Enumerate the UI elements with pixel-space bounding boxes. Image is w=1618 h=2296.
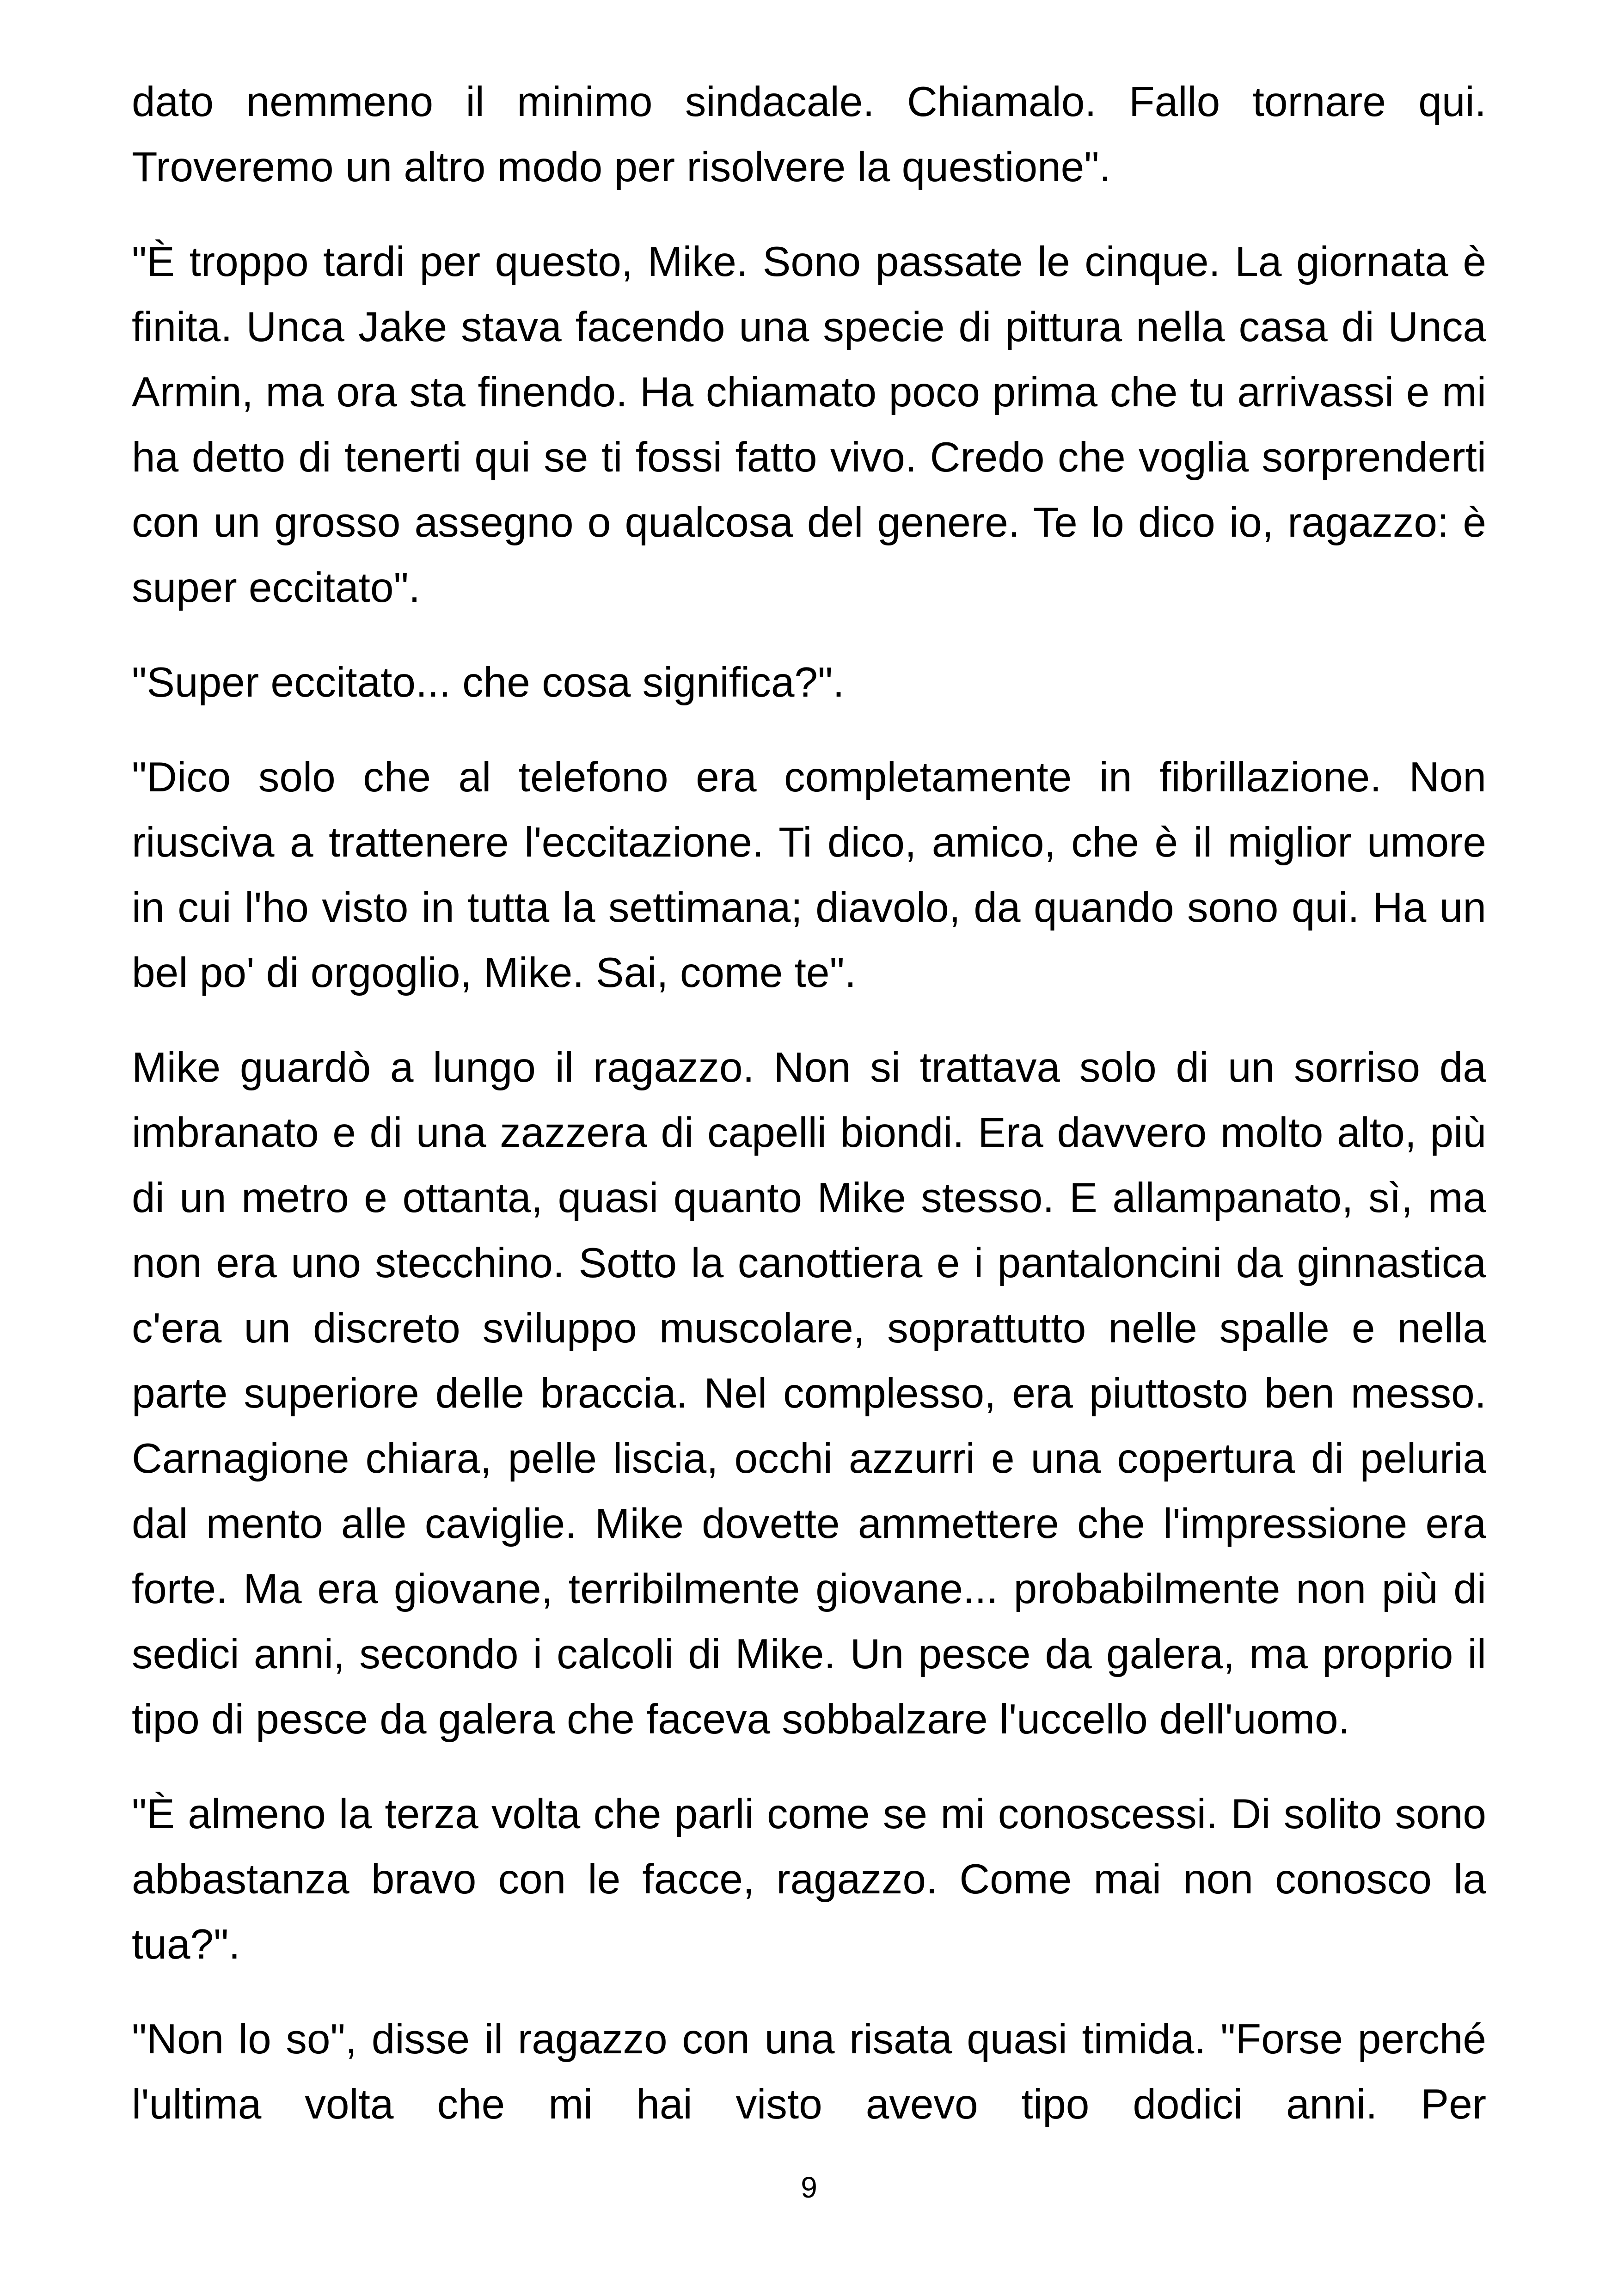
- paragraph: dato nemmeno il minimo sindacale. Chiamalo. Fallo tornare qui. Troveremo un altro modo per risolvere la questione".: [132, 79, 1486, 190]
- page-body: [132, 69, 1486, 2167]
- paragraph: "Non lo so", disse il ragazzo con una risata quasi timida. "Forse perché l'ultima volta che mi hai visto avevo tipo dodici anni. Per: [132, 2016, 1486, 2128]
- paragraph: "Super eccitato... che cosa significa?".: [132, 659, 845, 706]
- page-number: 9: [801, 2171, 817, 2204]
- paragraph: "È troppo tardi per questo, Mike. Sono passate le cinque. La giornata è finita. Unca Jake stava facendo una specie di pittura nella casa di Unca Armin, ma ora sta finendo. Ha chiamato poco prima che tu arrivassi e mi ha detto di tenerti qui se ti fossi fatto vivo. Credo che voglia sorprenderti con un grosso assegno o qualcosa del genere. Te lo dico io, ragazzo: è super eccitato".: [132, 239, 1486, 611]
- paragraph: Mike guardò a lungo il ragazzo. Non si trattava solo di un sorriso da imbranato e di una zazzera di capelli biondi. Era davvero molto alto, più di un metro e ottanta, quasi quanto Mike stesso. E allampanato, sì, ma non era uno stecchino. Sotto la canottiera e i pantaloncini da ginnastica c'era un discreto sviluppo muscolare, soprattutto nelle spalle e nella parte superiore delle braccia. Nel complesso, era piuttosto ben messo. Carnagione chiara, pelle liscia, occhi azzurri e una copertura di peluria dal mento alle caviglie. Mike dovette ammettere che l'impressione era forte. Ma era giovane, terribilmente giovane... probabilmente non più di sedici anni, secondo i calcoli di Mike. Un pesce da galera, ma proprio il tipo di pesce da galera che faceva sobbalzare l'uccello dell'uomo.: [132, 1044, 1486, 1743]
- paragraph: "È almeno la terza volta che parli come se mi conoscessi. Di solito sono abbastanza bravo con le facce, ragazzo. Come mai non conosco la tua?".: [132, 1791, 1486, 1968]
- paragraph: "Dico solo che al telefono era completamente in fibrillazione. Non riusciva a trattenere l'eccitazione. Ti dico, amico, che è il miglior umore in cui l'ho visto in tutta la settimana; diavolo, da quando sono qui. Ha un bel po' di orgoglio, Mike. Sai, come te".: [132, 754, 1486, 996]
